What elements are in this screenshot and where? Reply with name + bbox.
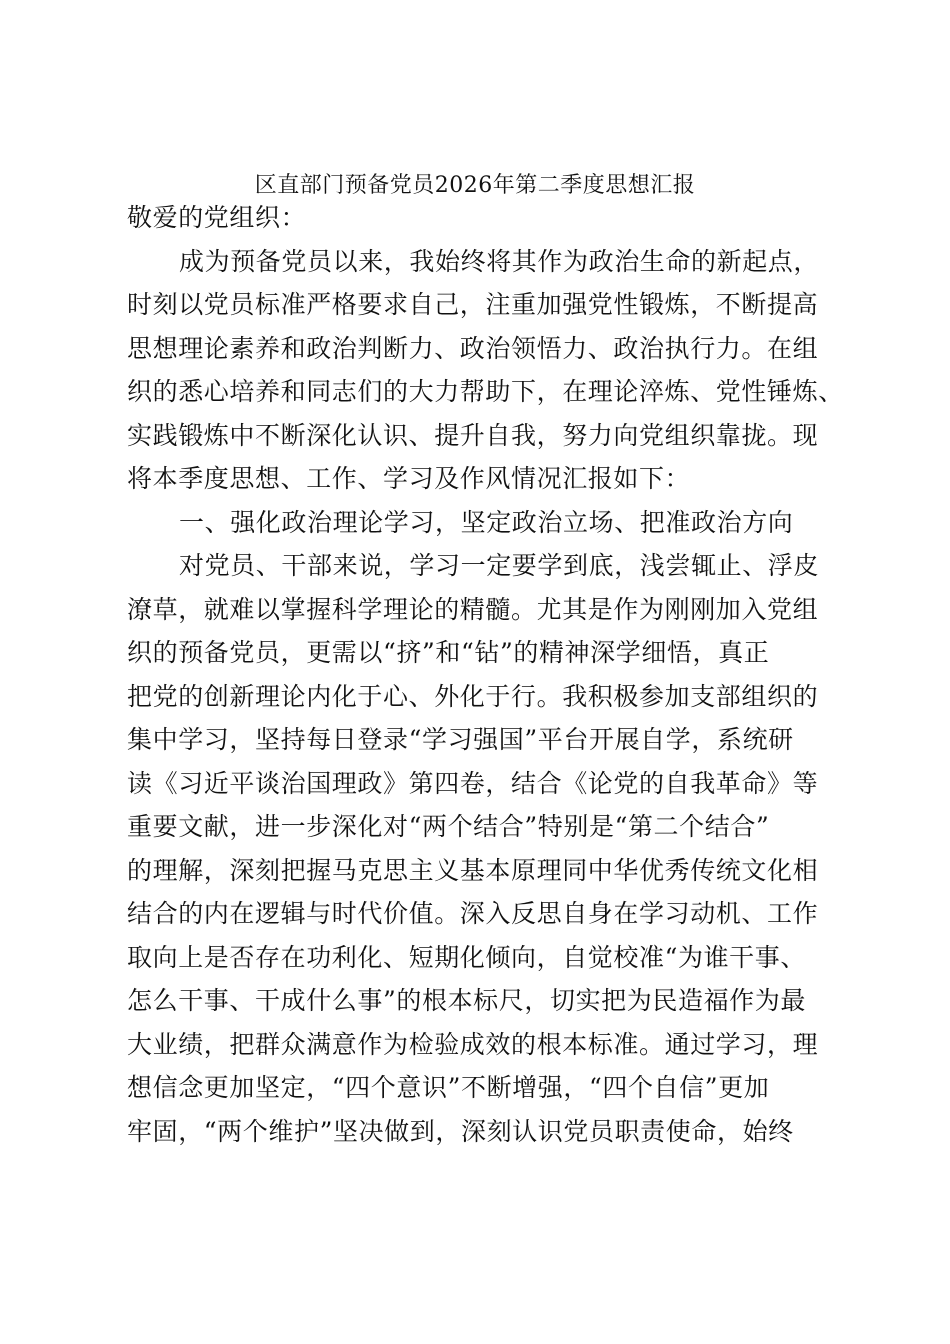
text-line: 织的预备党员，更需以“挤”和“钻”的精神深学细悟，真正	[127, 638, 770, 667]
text-line: 成为预备党员以来，我始终将其作为政治生命的新起点，	[179, 246, 820, 276]
text-line: 潦草，就难以掌握科学理论的精髓。尤其是作为刚刚加入党组	[127, 594, 819, 624]
text-line: 想信念更加坚定，“四个意识”不断增强，“四个自信”更加	[127, 1073, 770, 1102]
text-line: 对党员、干部来说，学习一定要学到底，浅尝辄止、浮皮	[179, 551, 820, 580]
text-line: 结合的内在逻辑与时代价值。深入反思自身在学习动机、工作	[127, 899, 819, 928]
text-line: 织的悉心培养和同志们的大力帮助下，在理论淬炼、党性锤炼、	[127, 377, 844, 406]
text-line: 大业绩，把群众满意作为检验成效的根本标准。通过学习，理	[127, 1029, 819, 1059]
text-line: 把党的创新理论内化于心、外化于行。我积极参加支部组织的	[127, 681, 819, 711]
text-line: 将本季度思想、工作、学习及作风情况汇报如下：	[127, 464, 691, 493]
salutation: 敬爱的党组织：	[127, 203, 307, 232]
text-line: 的理解，深刻把握马克思主义基本原理同中华优秀传统文化相	[127, 855, 819, 885]
document-body	[127, 196, 844, 1153]
text-line: 怎么干事、干成什么事”的根本标尺，切实把为民造福作为最	[127, 986, 806, 1015]
text-line: 思想理论素养和政治判断力、政治领悟力、政治执行力。在组	[127, 333, 819, 363]
text-line: 重要文献，进一步深化对“两个结合”特别是“第二个结合”	[127, 812, 770, 841]
text-line: 读《习近平谈治国理政》第四卷，结合《论党的自我革命》等	[127, 768, 819, 798]
text-line: 牢固，“两个维护”坚决做到，深刻认识党员职责使命，始终	[127, 1116, 794, 1146]
text-line: 集中学习，坚持每日登录“学习强国”平台开展自学，系统研	[127, 725, 794, 754]
section-heading: 一、强化政治理论学习，坚定政治立场、把准政治方向	[179, 507, 794, 537]
text-line: 实践锻炼中不断深化认识、提升自我，努力向党组织靠拢。现	[127, 420, 819, 450]
document-title: 区直部门预备党员2026年第二季度思想汇报	[254, 173, 696, 198]
text-line: 时刻以党员标准严格要求自己，注重加强党性锻炼，不断提高	[127, 290, 819, 319]
text-line: 取向上是否存在功利化、短期化倾向，自觉校准“为谁干事、	[127, 942, 806, 972]
